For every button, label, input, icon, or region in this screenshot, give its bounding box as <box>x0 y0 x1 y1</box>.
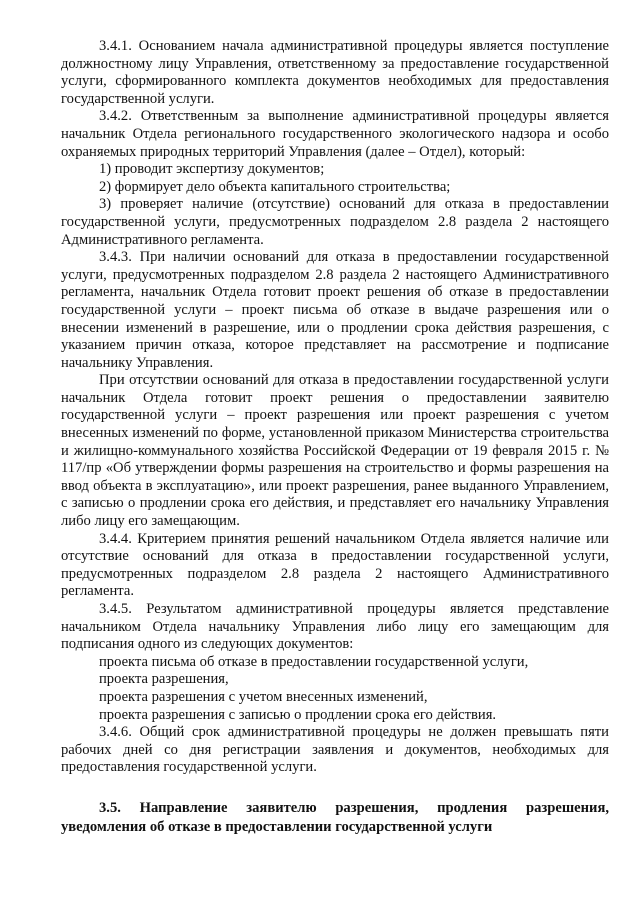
paragraph-3-4-2: 3.4.2. Ответственным за выполнение административной процедуры является начальник Отдела регионального государственного экологического надзора и особо охраняемых природных территорий Управления (далее – Отдел), который: <box>61 108 609 160</box>
section-heading-3-5: 3.5. Направление заявителю разрешения, продления разрешения, уведомления об отказе в предоставлении государственной услуги <box>61 799 609 835</box>
document-page <box>61 38 609 837</box>
list-item: проекта письма об отказе в предоставлении государственной услуги, <box>99 653 529 670</box>
list-item: проекта разрешения с учетом внесенных изменений, <box>99 688 428 705</box>
list-item: 1) проводит экспертизу документов; <box>99 161 325 178</box>
list-item: 2) формирует дело объекта капитального строительства; <box>99 178 451 195</box>
paragraph-3-4-5: 3.4.5. Результатом административной процедуры является представление начальником Отдела начальнику Управления либо лицу его замещающим для подписания одного из следующих документов: <box>61 601 609 653</box>
paragraph-3-4-1: 3.4.1. Основанием начала административной процедуры является поступление должностному лицу Управления, ответственному за предоставление государственной услуги, сформированного комплекта документов необходимых для предоставления государственной услуги. <box>61 38 609 107</box>
paragraph-3-4-3: 3.4.3. При наличии оснований для отказа в предоставлении государственной услуги, предусмотренных подразделом 2.8 раздела 2 настоящего Административного регламента, начальник Отдела готовит проект решения об отказе в предоставлении государственной услуги – проект письма об отказе в выдаче разрешения или о внесении изменений в разрешение, или о продлении срока действия разрешения, с указанием причин отказа, которое представляет на рассмотрение и подписание начальнику Управления. <box>61 249 609 371</box>
paragraph-3-4-6: 3.4.6. Общий срок административной процедуры не должен превышать пяти рабочих дней со дня регистрации заявления и документов, необходимых для предоставления государственной услуги. <box>61 724 609 776</box>
paragraph-3-4-4: 3.4.4. Критерием принятия решений начальником Отдела является наличие или отсутствие оснований для отказа в предоставлении государственной услуги, предусмотренных подразделом 2.8 раздела 2 настоящего Административного регламента. <box>61 530 609 600</box>
paragraph-absence-of-grounds: При отсутствии оснований для отказа в предоставлении государственной услуги начальник Отдела готовит проект решения о предоставлении заявителю государственной услуги – проект разрешения или проект разрешения с учетом внесенных изменений по форме, установленной приказом Министерства строительства и жилищно-коммунального хозяйства Российской Федерации от 19 февраля 2015 г. № 117/пр «Об утверждении формы разрешения на строительство и формы разрешения на ввод объекта в эксплуатацию», или проект разрешения, ранее выданного Управлением, с записью о продлении срока его действия, и представляет его начальнику Управления либо лицу его замещающим. <box>61 372 609 530</box>
list-item: 3) проверяет наличие (отсутствие) оснований для отказа в предоставлении государственной услуги, предусмотренных подразделом 2.8 раздела 2 настоящего Административного регламента. <box>61 196 609 248</box>
list-item: проекта разрешения, <box>99 671 229 688</box>
list-item: проекта разрешения с записью о продлении срока его действия. <box>99 706 497 723</box>
